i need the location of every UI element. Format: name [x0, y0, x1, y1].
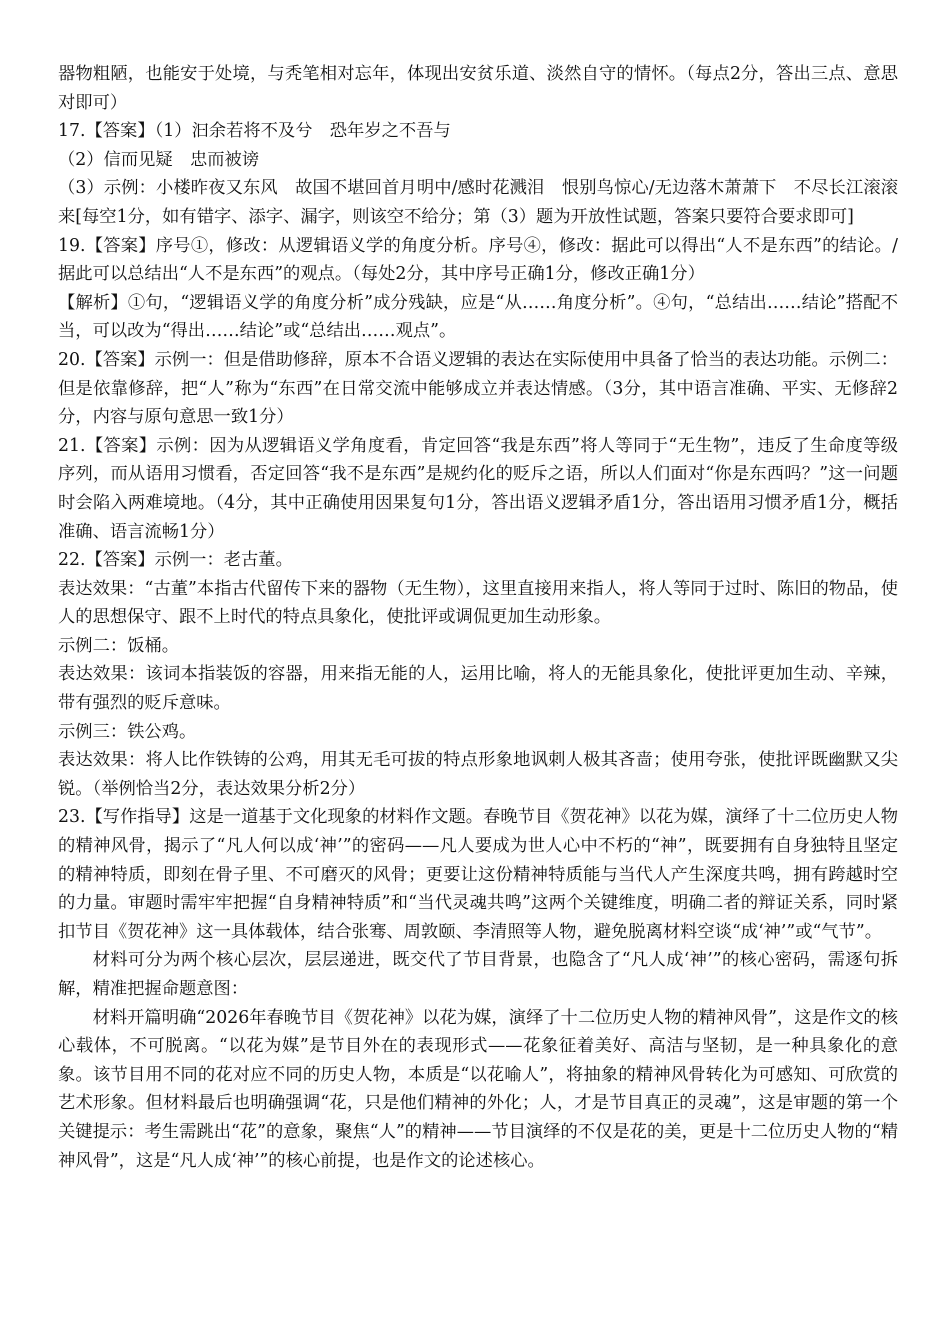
q17-answer-part1: 17.【答案】（1）汩余若将不及兮 恐年岁之不吾与	[58, 121, 451, 142]
q22-effect-2: 表达效果：该词本指装饭的容器，用来指无能的人，运用比喻，将人的无能具象化，使批评更加生动、辛辣，带有强烈的贬斥意味。	[58, 664, 898, 714]
q19-analysis: 【解析】①句，“逻辑语义学的角度分析”成分残缺，应是“从……角度分析”。④句，“总结出……结论”搭配不当，可以改为“得出……结论”或“总结出……观点”。	[58, 292, 898, 342]
q22-example-1: 22.【答案】示例一：老古董。	[58, 550, 293, 571]
q19-answer: 19.【答案】序号①，修改：从逻辑语义学的角度分析。序号④，修改：据此可以得出“人不是东西”的结论。/据此可以总结出“人不是东西”的观点。（每处2分，其中序号正确1分，修改正确1分）	[58, 235, 898, 285]
q22-example-3: 示例三：铁公鸡。	[58, 721, 197, 742]
q20-answer: 20.【答案】示例一：但是借助修辞，原本不合语义逻辑的表达在实际使用中具备了恰当的表达功能。示例二：但是依靠修辞，把“人”称为“东西”在日常交流中能够成立并表达情感。（3分，其中语言准确、平实、无修辞2分，内容与原句意思一致1分）	[58, 349, 898, 428]
q22-effect-3: 表达效果：将人比作铁铸的公鸡，用其无毛可拔的特点形象地讽刺人极其吝啬；使用夸张，使批评既幽默又尖锐。（举例恰当2分，表达效果分析2分）	[58, 750, 898, 799]
q23-writing-guide: 23.【写作指导】这是一道基于文化现象的材料作文题。春晚节目《贺花神》以花为媒，演绎了十二位历史人物的精神风骨，揭示了“凡人何以成‘神’”的密码——凡人要成为世人心中不朽的“神”，既要拥有自身独特且坚定的精神特质，即刻在骨子里、不可磨灭的风骨；更要让这份精神特质能与当代人产生深度共鸣，拥有跨越时空的力量。审题时需牢牢把握“自身精神特质”和“当代灵魂共鸣”这两个关键维度，明确二者的辩证关系，同时紧扣节目《贺花神》这一具体载体，结合张骞、周敦颐、李清照等人物，避免脱离材料空谈“成‘神’”或“气节”。	[58, 807, 898, 942]
q23-material-analysis: 材料开篇明确“2026年春晚节目《贺花神》以花为媒，演绎了十二位历史人物的精神风骨”，这是作文的核心载体，不可脱离。“以花为媒”是节目外在的表现形式——花象征着美好、高洁与坚韧，是一种具象化的意象。该节目用不同的花对应不同的历史人物，本质是“以花喻人”，将抽象的精神风骨转化为可感知、可欣赏的艺术形象。但材料最后也明确强调“花，只是他们精神的外化；人，才是节目真正的灵魂”，这是审题的第一个关键提示：考生需跳出“花”的意象，聚焦“人”的精神——节目演绎的不仅是花的美，更是十二位历史人物的“精神风骨”，这是“凡人成‘神’”的核心前提，也是作文的论述核心。	[58, 1007, 898, 1171]
q17-answer-part3: （3）示例：小楼昨夜又东风 故国不堪回首月明中/感时花溅泪 恨别鸟惊心/无边落木萧萧下 不尽长江滚滚来[每空1分，如有错字、添字、漏字，则该空不给分；第（3）题为开放性试题，答案只要符合要求即可]	[58, 178, 898, 227]
q22-example-2: 示例二：饭桶。	[58, 635, 179, 656]
q23-material-structure: 材料可分为两个核心层次，层层递进，既交代了节目背景，也隐含了“凡人成‘神’”的核心密码，需逐句拆解，精准把握命题意图：	[58, 950, 898, 999]
q16-answer-tail: 器物粗陋，也能安于处境，与秃笔相对忘年，体现出安贫乐道、淡然自守的情怀。（每点2分，答出三点、意思对即可）	[58, 64, 898, 113]
q17-answer-part2: （2）信而见疑 忠而被谤	[58, 149, 260, 170]
q22-effect-1: 表达效果：“古董”本指古代留传下来的器物（无生物），这里直接用来指人，将人等同于过时、陈旧的物品，使人的思想保守、跟不上时代的特点具象化，使批评或调侃更加生动形象。	[58, 578, 898, 628]
q21-answer: 21.【答案】示例：因为从逻辑语义学角度看，肯定回答“我是东西”将人等同于“无生物”，违反了生命度等级序列，而从语用习惯看，否定回答“我不是东西”是规约化的贬斥之语，所以人们面对“你是东西吗？”这一问题时会陷入两难境地。（4分，其中正确使用因果复句1分，答出语义逻辑矛盾1分，答出语用习惯矛盾1分，概括准确、语言流畅1分）	[58, 435, 898, 542]
